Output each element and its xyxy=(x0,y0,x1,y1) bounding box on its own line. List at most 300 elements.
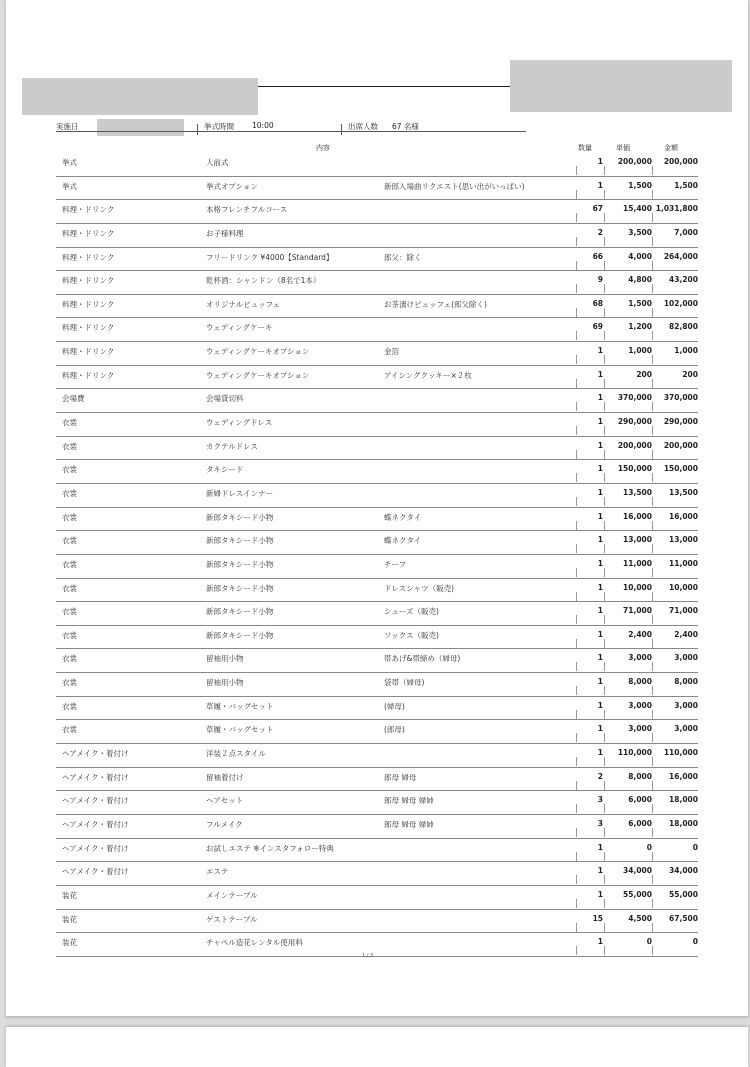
price-cell: 2,400 xyxy=(628,629,652,639)
amount-cell: 2,400 xyxy=(674,629,698,639)
table-row xyxy=(56,413,698,437)
amount-cell: 150,000 xyxy=(663,464,698,474)
table-row xyxy=(56,886,698,910)
column-divider xyxy=(576,308,577,317)
item-cell: 会場貸切料 xyxy=(206,394,244,404)
table-row xyxy=(56,910,698,934)
column-divider xyxy=(576,568,577,577)
qty-cell: 1 xyxy=(597,582,603,592)
column-divider xyxy=(652,213,653,222)
note-cell: ソックス（販売) xyxy=(384,630,439,640)
item-cell: 挙式オプション xyxy=(206,181,258,191)
item-cell: ウェディングドレス xyxy=(206,418,273,428)
column-divider xyxy=(604,355,605,364)
qty-cell: 2 xyxy=(597,771,603,781)
column-divider xyxy=(576,497,577,506)
table-row xyxy=(56,224,698,248)
table-row xyxy=(56,579,698,603)
category-cell: 装花 xyxy=(62,914,77,924)
qty-cell: 1 xyxy=(597,842,603,852)
price-cell: 200,000 xyxy=(617,157,652,166)
qty-cell: 1 xyxy=(597,464,603,474)
note-cell: 郎父：除く xyxy=(384,252,422,262)
price-cell: 13,500 xyxy=(623,487,652,497)
column-divider xyxy=(652,521,653,530)
column-divider xyxy=(604,757,605,766)
column-divider xyxy=(576,331,577,340)
price-cell: 71,000 xyxy=(623,606,652,616)
note-cell: 郎母 婦母 xyxy=(384,772,417,782)
table-body xyxy=(56,153,698,957)
guest-count-value: 67 名様 xyxy=(392,122,419,131)
column-divider xyxy=(652,379,653,388)
page-number: 1 / 3 xyxy=(362,953,374,959)
next-page xyxy=(6,1027,748,1067)
column-divider xyxy=(576,261,577,270)
item-cell: 新郎タキシード小物 xyxy=(206,536,274,546)
column-divider xyxy=(652,284,653,293)
column-divider xyxy=(604,828,605,837)
category-cell: 料理・ドリンク xyxy=(62,276,115,286)
category-cell: 会場費 xyxy=(62,394,85,404)
price-cell: 6,000 xyxy=(628,795,652,805)
price-cell: 11,000 xyxy=(623,558,652,568)
redacted-date xyxy=(97,119,184,136)
item-cell: 新郎タキシード小物 xyxy=(206,559,274,569)
ceremony-time-label: 挙式時間 xyxy=(204,122,234,131)
qty-cell: 1 xyxy=(597,748,603,758)
column-divider xyxy=(652,166,653,175)
qty-cell: 3 xyxy=(597,818,603,828)
price-cell: 10,000 xyxy=(623,582,652,592)
category-cell: 料理・ドリンク xyxy=(62,205,115,215)
table-header xyxy=(56,143,698,153)
qty-cell: 1 xyxy=(597,417,603,427)
column-divider xyxy=(604,923,605,932)
category-cell: ヘアメイク・着付け xyxy=(62,772,129,782)
note-cell: 蝶ネクタイ xyxy=(384,512,422,522)
table-row xyxy=(56,555,698,579)
divider xyxy=(197,124,198,135)
column-divider xyxy=(576,473,577,482)
column-divider xyxy=(576,213,577,222)
column-divider xyxy=(576,402,577,411)
price-cell: 4,500 xyxy=(628,913,652,923)
price-cell: 55,000 xyxy=(623,889,652,899)
column-divider xyxy=(652,923,653,932)
table-row xyxy=(56,484,698,508)
price-cell: 6,000 xyxy=(628,818,652,828)
price-cell: 15,400 xyxy=(623,204,652,214)
column-divider xyxy=(576,592,577,601)
amount-cell: 3,000 xyxy=(674,724,698,734)
column-divider xyxy=(604,804,605,813)
note-cell: シューズ（販売) xyxy=(384,607,439,617)
column-divider xyxy=(576,544,577,553)
amount-cell: 16,000 xyxy=(669,771,698,781)
column-divider xyxy=(576,355,577,364)
column-divider xyxy=(576,521,577,530)
qty-cell: 1 xyxy=(597,889,603,899)
divider xyxy=(341,124,342,135)
qty-cell: 1 xyxy=(597,535,603,545)
amount-cell: 3,000 xyxy=(674,700,698,710)
item-cell: 新郎タキシード小物 xyxy=(206,607,274,617)
column-divider xyxy=(604,639,605,648)
note-cell: 新郎入場曲リクエスト(思い出がいっぱい) xyxy=(384,181,525,191)
category-cell: 料理・ドリンク xyxy=(62,370,115,380)
item-cell: 新郎タキシード小物 xyxy=(206,630,274,640)
qty-cell: 9 xyxy=(597,275,603,285)
amount-cell: 102,000 xyxy=(663,298,698,308)
note-cell: チーフ xyxy=(384,559,407,569)
price-cell: 16,000 xyxy=(623,511,652,521)
qty-cell: 15 xyxy=(592,913,603,923)
qty-cell: 1 xyxy=(597,866,603,876)
table-row xyxy=(56,460,698,484)
column-divider xyxy=(604,166,605,175)
column-divider xyxy=(576,662,577,671)
date-label: 実施日 xyxy=(56,122,79,131)
column-divider xyxy=(576,615,577,624)
amount-cell: 82,800 xyxy=(669,322,698,332)
price-cell: 370,000 xyxy=(617,393,652,403)
item-cell: 新婦ドレスインナー xyxy=(206,488,274,498)
column-divider xyxy=(604,402,605,411)
table-row xyxy=(56,626,698,650)
column-divider xyxy=(576,757,577,766)
amount-cell: 264,000 xyxy=(663,251,698,261)
price-cell: 1,500 xyxy=(628,298,652,308)
column-divider xyxy=(576,828,577,837)
category-cell: 衣裳 xyxy=(62,465,77,475)
amount-cell: 1,500 xyxy=(674,180,698,190)
category-cell: 料理・ドリンク xyxy=(62,347,115,357)
price-cell: 200,000 xyxy=(617,440,652,450)
item-cell: 新郎タキシード小物 xyxy=(206,583,274,593)
table-row xyxy=(56,697,698,721)
price-cell: 4,800 xyxy=(628,275,652,285)
column-divider xyxy=(604,521,605,530)
item-cell: ヘアセット xyxy=(206,796,244,806)
qty-cell: 1 xyxy=(597,180,603,190)
note-cell: 金箔 xyxy=(384,347,399,357)
amount-cell: 110,000 xyxy=(663,748,698,758)
qty-cell: 1 xyxy=(597,606,603,616)
item-cell: 留袖着付け xyxy=(206,772,244,782)
category-cell: 衣裳 xyxy=(62,701,77,711)
item-cell: オリジナルビュッフェ xyxy=(206,299,281,309)
table-row xyxy=(56,649,698,673)
table-row xyxy=(56,508,698,532)
amount-cell: 11,000 xyxy=(669,558,698,568)
note-cell: アイシングクッキー×２枚 xyxy=(384,370,472,380)
column-divider xyxy=(604,686,605,695)
category-cell: 衣裳 xyxy=(62,630,77,640)
price-cell: 0 xyxy=(646,937,652,947)
category-cell: 衣裳 xyxy=(62,536,77,546)
note-cell: 帯あげ&帯締め（婦母) xyxy=(384,654,461,664)
item-cell: お子様料理 xyxy=(206,228,244,238)
category-cell: 衣裳 xyxy=(62,654,77,664)
column-divider xyxy=(652,686,653,695)
document-page xyxy=(6,0,748,1016)
item-cell: 新郎タキシード小物 xyxy=(206,512,274,522)
table-row xyxy=(56,153,698,177)
column-divider xyxy=(576,804,577,813)
column-divider xyxy=(652,899,653,908)
category-cell: 料理・ドリンク xyxy=(62,228,115,238)
column-divider xyxy=(652,308,653,317)
column-divider xyxy=(576,710,577,719)
column-divider xyxy=(576,923,577,932)
item-cell: 洋装２点スタイル xyxy=(206,749,266,759)
amount-cell: 200 xyxy=(682,369,698,379)
column-divider xyxy=(652,757,653,766)
column-amount: 金額 xyxy=(664,144,678,152)
note-cell: (郎母) xyxy=(384,725,405,735)
column-divider xyxy=(604,284,605,293)
amount-cell: 18,000 xyxy=(669,818,698,828)
column-divider xyxy=(576,639,577,648)
category-cell: 挙式 xyxy=(62,181,77,191)
amount-cell: 1,031,800 xyxy=(655,204,698,214)
table-row xyxy=(56,815,698,839)
item-cell: エステ xyxy=(206,867,229,877)
amount-cell: 0 xyxy=(692,937,698,947)
column-divider xyxy=(604,497,605,506)
column-divider xyxy=(604,308,605,317)
item-cell: ウェディングケーキオプション xyxy=(206,370,310,380)
amount-cell: 8,000 xyxy=(674,677,698,687)
category-cell: 料理・ドリンク xyxy=(62,299,115,309)
note-cell: (婦母) xyxy=(384,701,405,711)
table-row xyxy=(56,602,698,626)
column-divider xyxy=(604,568,605,577)
column-divider xyxy=(576,875,577,884)
column-divider xyxy=(604,379,605,388)
column-divider xyxy=(604,190,605,199)
qty-cell: 66 xyxy=(592,251,603,261)
qty-cell: 69 xyxy=(592,322,603,332)
category-cell: 挙式 xyxy=(62,158,77,167)
price-cell: 3,000 xyxy=(628,700,652,710)
column-price: 単価 xyxy=(616,144,630,152)
note-cell: ドレスシャツ（販売) xyxy=(384,583,455,593)
table-row xyxy=(56,933,698,957)
estimate-table xyxy=(56,143,698,957)
qty-cell: 1 xyxy=(597,700,603,710)
column-divider xyxy=(604,781,605,790)
column-divider xyxy=(576,237,577,246)
qty-cell: 1 xyxy=(597,677,603,687)
category-cell: 衣裳 xyxy=(62,583,77,593)
qty-cell: 1 xyxy=(597,724,603,734)
table-row xyxy=(56,437,698,461)
column-divider xyxy=(576,733,577,742)
table-row xyxy=(56,389,698,413)
price-cell: 3,000 xyxy=(628,653,652,663)
qty-cell: 1 xyxy=(597,369,603,379)
column-divider xyxy=(652,450,653,459)
table-row xyxy=(56,673,698,697)
column-divider xyxy=(576,686,577,695)
guest-count-label: 出席人数 xyxy=(348,122,378,131)
item-cell: フリードリンク ¥4000【Standard】 xyxy=(206,252,334,262)
note-cell: 蝶ネクタイ xyxy=(384,536,422,546)
qty-cell: 1 xyxy=(597,558,603,568)
column-divider xyxy=(652,237,653,246)
table-row xyxy=(56,744,698,768)
amount-cell: 71,000 xyxy=(669,606,698,616)
column-divider xyxy=(652,852,653,861)
column-divider xyxy=(652,568,653,577)
qty-cell: 67 xyxy=(592,204,603,214)
column-divider xyxy=(652,355,653,364)
price-cell: 3,000 xyxy=(628,724,652,734)
qty-cell: 1 xyxy=(597,629,603,639)
column-divider xyxy=(652,733,653,742)
table-row xyxy=(56,200,698,224)
column-divider xyxy=(652,426,653,435)
column-divider xyxy=(652,946,653,955)
column-content: 内容 xyxy=(316,144,330,152)
amount-cell: 0 xyxy=(692,842,698,852)
amount-cell: 43,200 xyxy=(669,275,698,285)
amount-cell: 370,000 xyxy=(663,393,698,403)
item-cell: 草履・バッグセット xyxy=(206,701,274,711)
qty-cell: 2 xyxy=(597,227,603,237)
column-divider xyxy=(652,544,653,553)
table-row xyxy=(56,531,698,555)
table-row xyxy=(56,342,698,366)
category-cell: 衣裳 xyxy=(62,678,77,688)
column-divider xyxy=(652,875,653,884)
column-divider xyxy=(604,662,605,671)
category-cell: 衣裳 xyxy=(62,512,77,522)
column-divider xyxy=(604,544,605,553)
price-cell: 4,000 xyxy=(628,251,652,261)
column-divider xyxy=(604,710,605,719)
column-divider xyxy=(576,781,577,790)
column-divider xyxy=(604,852,605,861)
category-cell: 装花 xyxy=(62,938,77,948)
category-cell: 衣裳 xyxy=(62,607,77,617)
qty-cell: 1 xyxy=(597,487,603,497)
note-cell: 袋帯（婦母) xyxy=(384,678,425,688)
item-cell: 留袖用小物 xyxy=(206,678,244,688)
price-cell: 290,000 xyxy=(617,417,652,427)
column-divider xyxy=(604,733,605,742)
table-row xyxy=(56,768,698,792)
column-divider xyxy=(576,450,577,459)
amount-cell: 34,000 xyxy=(669,866,698,876)
header-underline xyxy=(56,131,526,132)
column-divider xyxy=(652,473,653,482)
column-divider xyxy=(652,615,653,624)
note-cell: 郎母 婦母 婦姉 xyxy=(384,819,434,829)
table-row xyxy=(56,248,698,272)
column-divider xyxy=(652,592,653,601)
column-divider xyxy=(604,261,605,270)
column-divider xyxy=(652,804,653,813)
amount-cell: 200,000 xyxy=(663,157,698,166)
item-cell: フルメイク xyxy=(206,819,243,829)
column-divider xyxy=(652,639,653,648)
column-divider xyxy=(652,710,653,719)
price-cell: 3,500 xyxy=(628,227,652,237)
qty-cell: 1 xyxy=(597,440,603,450)
category-cell: 衣裳 xyxy=(62,441,77,451)
price-cell: 34,000 xyxy=(623,866,652,876)
amount-cell: 55,000 xyxy=(669,889,698,899)
column-divider xyxy=(604,946,605,955)
amount-cell: 200,000 xyxy=(663,440,698,450)
category-cell: 衣裳 xyxy=(62,488,77,498)
column-divider xyxy=(576,166,577,175)
column-divider xyxy=(652,662,653,671)
column-divider xyxy=(576,852,577,861)
item-cell: メインテーブル xyxy=(206,890,258,900)
table-row xyxy=(56,366,698,390)
column-divider xyxy=(604,213,605,222)
item-cell: カクテルドレス xyxy=(206,441,258,451)
column-divider xyxy=(576,379,577,388)
redacted-block xyxy=(510,60,732,112)
item-cell: ウェディングケーキオプション xyxy=(206,347,310,357)
qty-cell: 1 xyxy=(597,937,603,947)
category-cell: 料理・ドリンク xyxy=(62,252,115,262)
column-divider xyxy=(604,450,605,459)
column-divider xyxy=(576,284,577,293)
table-row xyxy=(56,177,698,201)
column-divider xyxy=(604,899,605,908)
table-row xyxy=(56,839,698,863)
column-divider xyxy=(576,899,577,908)
amount-cell: 290,000 xyxy=(663,417,698,427)
column-divider xyxy=(652,331,653,340)
qty-cell: 1 xyxy=(597,157,603,166)
column-divider xyxy=(604,592,605,601)
amount-cell: 10,000 xyxy=(669,582,698,592)
qty-cell: 1 xyxy=(597,393,603,403)
price-cell: 1,000 xyxy=(628,346,652,356)
column-divider xyxy=(604,473,605,482)
column-divider xyxy=(652,402,653,411)
column-divider xyxy=(576,946,577,955)
note-cell: 郎母 婦母 婦姉 xyxy=(384,796,434,806)
amount-cell: 1,000 xyxy=(674,346,698,356)
category-cell: ヘアメイク・着付け xyxy=(62,796,129,806)
table-row xyxy=(56,295,698,319)
item-cell: 乾杯酒：シャンドン（8名で1本） xyxy=(206,276,321,286)
item-cell: お試しエステ ※インスタフォロー特典 xyxy=(206,843,334,853)
column-divider xyxy=(576,426,577,435)
table-row xyxy=(56,862,698,886)
redacted-block xyxy=(22,78,258,115)
column-divider xyxy=(604,331,605,340)
table-row xyxy=(56,720,698,744)
item-cell: 本格フレンチフルコース xyxy=(206,205,288,215)
category-cell: 衣裳 xyxy=(62,725,77,735)
category-cell: 料理・ドリンク xyxy=(62,323,115,333)
category-cell: 衣裳 xyxy=(62,559,77,569)
divider xyxy=(258,86,510,87)
column-divider xyxy=(576,190,577,199)
price-cell: 1,200 xyxy=(628,322,652,332)
category-cell: ヘアメイク・着付け xyxy=(62,819,129,829)
ceremony-time-value: 10:00 xyxy=(252,121,274,130)
